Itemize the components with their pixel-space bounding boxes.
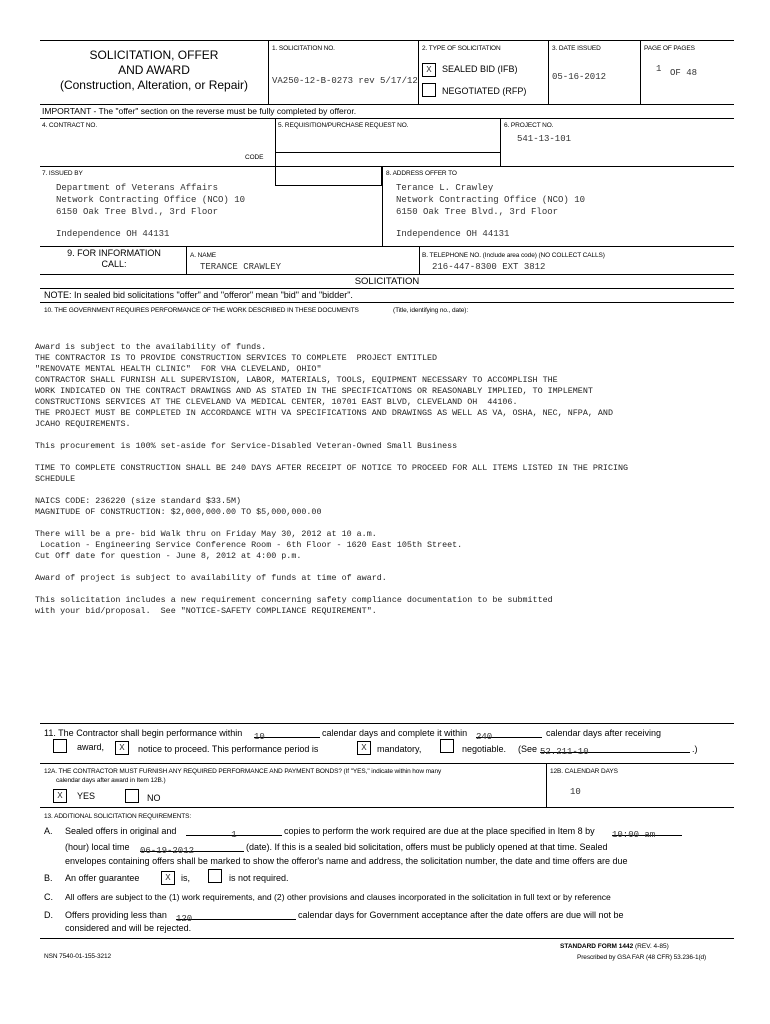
divider [382,166,383,246]
form-top-border [40,40,734,41]
complete-days-field[interactable] [476,726,542,742]
due-time-field[interactable] [612,824,682,840]
item13-b-letter: B. [44,873,53,883]
requisition-label: 5. REQUISITION/PURCHASE REQUEST NO. [278,122,409,129]
standard-form-number: STANDARD FORM 1442 [560,943,634,950]
info-name-label: A. NAME [190,252,217,259]
page-current: 1 [656,64,662,74]
row-border [40,246,734,247]
project-no-label: 6. PROJECT NO. [504,122,554,129]
info-call-label-2: CALL: [101,259,127,269]
guarantee-is-not-checkbox[interactable] [208,869,222,883]
bonds-no-label: NO [147,793,161,803]
issued-by-line-4: Independence OH 44131 [56,229,170,239]
row-border [40,763,734,764]
item13-d-text-3: considered and will be rejected. [65,923,192,933]
item13-a-text-5: envelopes containing offers shall be marked to show the offeror's name and address, the solicitation number, the date and time offers are due [65,856,628,866]
page-total: OF 48 [670,68,698,78]
solicitation-heading: SOLICITATION [354,276,420,287]
see-close: .) [692,744,698,754]
acceptance-days-value: 120 [176,914,193,924]
address-offer-line-2: Network Contracting Office (NCO) 10 [396,195,586,205]
divider [500,118,501,166]
page-of-pages-label: PAGE OF PAGES [644,45,695,52]
negotiated-label: NEGOTIATED (RFP) [442,86,527,96]
info-phone-label: B. TELEPHONE NO. (Include area code) (NO COLLECT CALLS) [422,252,605,259]
item13-d-letter: D. [44,910,53,920]
item13-b-text: An offer guarantee [65,873,140,883]
negotiable-label: negotiable. [462,744,507,754]
see-reference-field[interactable] [540,741,690,757]
row-border [40,118,734,119]
item11-text-2: calendar days and complete it within [322,728,468,738]
bonds-yes-checkbox[interactable]: X [53,789,67,803]
row-border [40,166,734,167]
row-border [40,938,734,939]
guarantee-is-not-label: is not required. [229,873,289,883]
item12b-label: 12B. CALENDAR DAYS [550,768,618,775]
see-reference-value: 52.211-10 [540,747,589,757]
row-border [40,104,734,105]
standard-form-rev: (REV. 4-85) [635,943,669,950]
divider [640,40,641,104]
nsn-number: NSN 7540-01-155-3212 [44,953,112,960]
begin-days-value: 10 [254,732,265,742]
due-time-value: 10:00 am [612,830,656,840]
item10-sublabel: (Title, identifying no., date): [393,307,469,314]
address-offer-line-3: 6150 Oak Tree Blvd., 3rd Floor [396,207,559,217]
item13-c-letter: C. [44,892,53,902]
mandatory-checkbox[interactable]: X [357,741,371,755]
item13-a-text-4: (date). If this is a sealed bid solicitation, offers must be publicly opened at that time. Sealed [246,842,608,852]
item13-d-text-2: calendar days for Government acceptance after the date offers are due will not be [298,910,624,920]
address-offer-line-4: Independence OH 44131 [396,229,510,239]
copies-field[interactable] [186,824,282,840]
divider [418,40,419,104]
title-line-2: AND AWARD [118,63,190,77]
issued-by-line-2: Network Contracting Office (NCO) 10 [56,195,246,205]
item13-a-text-1: Sealed offers in original and [65,826,177,836]
item13-a-letter: A. [44,826,53,836]
divider [419,246,420,274]
contract-no-label: 4. CONTRACT NO. [42,122,98,129]
award-label: award, [77,742,105,752]
item12b-value: 10 [570,787,581,797]
item10-label: 10. THE GOVERNMENT REQUIRES PERFORMANCE OF THE WORK DESCRIBED IN THESE DOCUMENTS [44,307,359,314]
item12a-label-2: calendar days after award in Item 12B.) [56,777,166,784]
item13-c-text: All offers are subject to the (1) work requirements, and (2) other provisions and clauses incorporated in the solicitation in full text or by reference [65,892,611,902]
row-border [40,274,734,275]
issued-by-code-box [275,166,382,186]
spacer [56,218,245,228]
begin-days-field[interactable] [254,726,320,742]
bid-note: NOTE: In sealed bid solicitations "offer" and "offeror" mean "bid" and "bidder". [44,290,353,300]
title-line-3: (Construction, Alteration, or Repair) [59,78,249,92]
item13-a-text-3: (hour) local time [65,842,130,852]
divider [275,118,276,166]
address-offer-address [396,182,585,240]
see-label: (See [518,744,538,754]
solicitation-no-label: 1. SOLICITATION NO. [272,45,335,52]
acceptance-days-field[interactable] [176,908,296,924]
info-call-label [44,248,184,270]
row-border [40,723,734,724]
work-description: Award is subject to the availability of funds. THE CONTRACTOR IS TO PROVIDE CONSTRUCTION SERVICES TO COMPLETE PROJECT ENTITLED "RENOVATE MENTAL HEALTH CLINIC" FOR VHA CLEVELAND, OHIO" CONTRACTOR SHALL FURNISH ALL SUPERVISION, LABOR, MATERIALS, TOOLS, EQUIPMENT NECESSARY TO ACCOMPLISH THE WORK INDICATED ON THE CONTRACT DRAWINGS AND AS STATED IN THE SPECIFICATIONS OR REASONABLY IMPLIED, TO IMPLEMENT CONSTRUCTIONS SERVICES AT THE CLEVELAND VA MEDICAL CENTER, 10701 EAST BLVD, CLEVELAND OH 44106. THE PROJECT MUST BE COMPLETED IN ACCORDANCE WITH VA SPECIFICATIONS AND DRAWINGS AS WELL AS VA, OSHA, NEC, NFPA, AND JCAHO REQUIREMENTS. This procurement is 100% set-aside for Service-Disabled Veteran-Owned Small Business TIME TO COMPLETE CONSTRUCTION SHALL BE 240 DAYS AFTER RECEIPT OF NOTICE TO PROCEED FOR ALL ITEMS LISTED IN THE PRICING SCHEDULE NAICS CODE: 236220 (size standard $33.5M) MAGNITUDE OF CONSTRUCTION: $2,000,000.00 TO $5,000,000.00 There will be a pre- bid Walk thru on Friday May 30, 2012 at 10 a.m. Location - Engineering Service Conference Room - 6th Floor - 1620 East 105th Street. Cut Off date for question - June 8, 2012 at 4:00 p.m. Award of project is subject to availability of funds at time of award. This solicitation includes a new requirement concerning safety compliance documentation to be submitted with your bid/proposal. See "NOTICE-SAFETY COMPLIANCE REQUIREMENT". [35,342,629,616]
standard-form [560,943,669,950]
row-border [40,288,734,289]
issued-by-line-1: Department of Veterans Affairs [56,183,219,193]
item13-a-text-2: copies to perform the work required are due at the place specified in Item 8 by [284,826,595,836]
negotiated-checkbox[interactable] [422,83,436,97]
important-note: IMPORTANT - The "offer" section on the reverse must be fully completed by offeror. [42,106,357,116]
address-offer-line-1: Terance L. Crawley [396,183,494,193]
sealed-bid-label: SEALED BID (IFB) [442,64,518,74]
notice-label: notice to proceed. This performance period is [138,744,319,754]
prescribed-by: Prescribed by GSA FAR (48 CFR) 53.236-1(d) [577,954,707,961]
notice-to-proceed-checkbox[interactable]: X [115,741,129,755]
spacer [396,218,585,228]
title-line-1: SOLICITATION, OFFER [89,48,219,62]
row-border [275,152,500,153]
solicitation-no-value: VA250-12-B-0273 rev 5/17/12 [272,76,418,86]
item13-label: 13. ADDITIONAL SOLICITATION REQUIREMENTS: [44,813,192,820]
row-border [40,807,734,808]
guarantee-is-checkbox[interactable]: X [161,871,175,885]
type-of-solicitation-label: 2. TYPE OF SOLICITATION [422,45,501,52]
info-call-label-1: 9. FOR INFORMATION [67,248,161,258]
issued-by-line-3: 6150 Oak Tree Blvd., 3rd Floor [56,207,219,217]
due-date-field[interactable] [140,840,244,856]
item13-d-text-1: Offers providing less than [65,910,167,920]
date-issued-value: 05-16-2012 [552,72,607,82]
divider [186,246,187,274]
bonds-yes-label: YES [77,791,96,801]
divider [546,763,547,807]
project-no-value: 541-13-101 [517,134,572,144]
form-title [40,48,268,93]
award-checkbox[interactable] [53,739,67,753]
item11-text-3: calendar days after receiving [546,728,662,738]
copies-value: 1 [231,830,237,840]
complete-days-value: 240 [476,732,493,742]
bonds-no-checkbox[interactable] [125,789,139,803]
info-phone-value: 216-447-8300 EXT 3812 [432,262,546,272]
due-date-value: 06-19-2012 [140,846,195,856]
negotiable-checkbox[interactable] [440,739,454,753]
divider [268,40,269,104]
item12a-label: 12A. THE CONTRACTOR MUST FURNISH ANY REQUIRED PERFORMANCE AND PAYMENT BONDS? (If "YES," indicate within how many [44,768,442,775]
issued-by-label: 7. ISSUED BY [42,170,83,177]
code-label: CODE [245,154,264,161]
mandatory-label: mandatory, [377,744,422,754]
address-offer-label: 8. ADDRESS OFFER TO [386,170,457,177]
divider [548,40,549,104]
date-issued-label: 3. DATE ISSUED [552,45,601,52]
row-border [40,302,734,303]
item11-text-1: 11. The Contractor shall begin performance within [44,728,243,738]
sealed-bid-checkbox[interactable]: X [422,63,436,77]
guarantee-is-label: is, [181,873,190,883]
issued-by-address [56,182,245,240]
info-name-value: TERANCE CRAWLEY [200,262,282,272]
